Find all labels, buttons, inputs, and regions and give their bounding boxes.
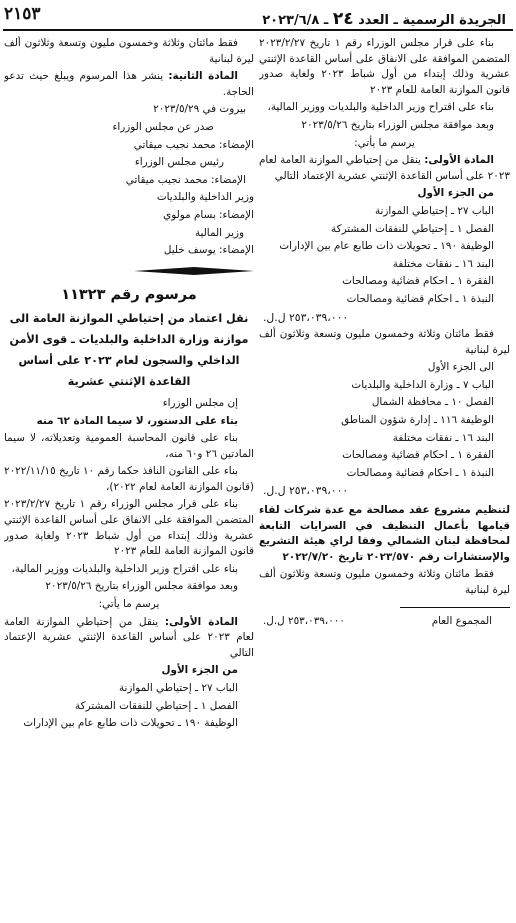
grand-total-row: [259, 614, 510, 630]
proposal-paragraph: بناء على اقتراح وزير الداخلية والبلديات ووزير المالية،: [11, 562, 238, 575]
approval-paragraph: وبعد موافقة مجلس الوزراء بتاريخ ٢٠٢٣/٥/٢٦: [45, 580, 238, 593]
budget-item: النبذة ١ ـ احكام قضائية ومصالحات: [346, 292, 494, 305]
from-part-heading: من الجزء الأول: [161, 664, 238, 677]
budget-item: الوظيفة ١٩٠ ـ تحويلات ذات طابع عام بين الإدارات: [279, 240, 494, 253]
interior-minister-title: وزير الداخلية والبلديات: [156, 191, 254, 204]
article-one: [259, 153, 510, 184]
article-two-text: ينشر هذا المرسوم ويبلغ حيث تدعو الحاجة.: [4, 70, 254, 98]
constitution-basis: بناء على الدستور، لا سيما المادة ٦٢ منه: [36, 414, 238, 427]
budget-item: البند ١٦ ـ نفقات مختلفة: [392, 431, 494, 444]
budget-item: الباب ٢٧ ـ إحتياطي الموازنة: [118, 682, 238, 694]
decree-formula: يرسم ما يأتي:: [98, 598, 160, 611]
budget-item: الوظيفة ١١٦ ـ إدارة شؤون المناطق: [341, 414, 494, 427]
right-column: [259, 36, 510, 920]
decree-number: مرسوم رقم ١١٣٢٣: [61, 287, 197, 304]
amount-in-words: فقط مائتان وثلاثة وخمسون مليون وتسعة وثلاثون ألف ليرة لبنانية: [4, 37, 254, 65]
article-two-label: المادة الثانية:: [168, 70, 238, 83]
proposal-paragraph: بناء على اقتراح وزير الداخلية والبلديات ووزير المالية،: [267, 101, 494, 114]
budget-item: النبذة ١ ـ احكام قضائية ومصالحات: [346, 466, 494, 479]
budget-item: الفصل ١٠ ـ محافظة الشمال: [371, 396, 494, 409]
section-divider-ornament: [134, 267, 254, 275]
page-header: [0, 0, 516, 30]
cabinet-decision-paragraph: بناء على قرار مجلس الوزراء رقم ١ تاريخ ٢٠٢٣/٢/٢٧ المتضمن الموافقة على الانفاق على أساس القاعدة الإثنتي عشرية وذلك إبتداء من أول شباط ٢٠٢٣ ولغاية صدور قانون الموازنة العامة للعام ٢٠٢٣: [259, 37, 510, 96]
budget-item: الباب ٧ ـ وزارة الداخلية والبلديات: [351, 378, 494, 391]
budget-item: الفقرة ١ ـ احكام قضائية ومصالحات: [342, 275, 494, 288]
budget-law-basis: بناء على القانون النافذ حكما رقم ١٠ تاريخ ٢٠٢٢/١١/١٥ (قانون الموازنة العامة لعام ٢٠٢٢)،: [4, 465, 254, 493]
amount-in-words: فقط مائتان وثلاثة وخمسون مليون وتسعة وثلاثون ألف ليرة لبنانية: [259, 568, 510, 596]
article-one-label: المادة الأولى:: [164, 615, 238, 628]
article-one-text: ينقل من إحتياطي الموازنة العامة لعام ٢٠٢٣ على أساس القاعدة الإثنتي عشرية الإعتماد التالي: [259, 154, 510, 182]
council-intro: إن مجلس الوزراء: [162, 396, 238, 409]
issued-by: صدر عن مجلس الوزراء: [112, 120, 214, 133]
signature: الإمضاء: يوسف خليل: [163, 244, 254, 257]
place-and-date: بيروت في ٢٠٢٣/٥/٢٩: [153, 103, 246, 116]
to-part-heading: الى الجزء الأول: [427, 361, 494, 374]
signature: الإمضاء: محمد نجيب ميقاتي: [133, 138, 254, 151]
amount-in-words: فقط مائتان وثلاثة وخمسون مليون وتسعة وثلاثون ألف ليرة لبنانية: [259, 328, 510, 356]
issue-date: ـ ٢٠٢٣/٦/٨: [262, 13, 329, 28]
budget-item: الباب ٢٧ ـ إحتياطي الموازنة: [374, 204, 494, 217]
issue-number: ٢٤: [332, 9, 354, 29]
cabinet-decision-paragraph: بناء على قرار مجلس الوزراء رقم ١ تاريخ ٢٠٢٣/٢/٢٧ المتضمن الموافقة على الانفاق على أساس القاعدة الإثنتي عشرية وذلك إبتداء من أول شباط ٢٠٢٣ ولغاية صدور قانون الموازنة العامة للعام ٢٠٢٣: [4, 498, 254, 558]
page-number: ٢١٥٣: [4, 4, 41, 24]
budget-item: البند ١٦ ـ نفقات مختلفة: [392, 257, 494, 270]
signature: الإمضاء: بسام مولوي: [163, 208, 254, 221]
header-rule: [3, 29, 513, 31]
article-two: [4, 69, 254, 100]
article-one-label: المادة الأولى:: [424, 154, 494, 167]
grand-total-amount: ٢٥٣،٠٣٩،٠٠٠ ل.ل.: [263, 614, 345, 627]
grand-total-label: المجموع العام: [431, 614, 492, 627]
gazette-title: [262, 9, 506, 29]
purpose-paragraph: لتنظيم مشروع عقد مصالحة مع عدة شركات لقاء قيامها بأعمال التنظيف في السرايات التابعة لمحافظة لبنان الشمالي وفقا لراي هيئة التشريع والإستشارات رقم ٢٠٢٣/٥٧٠ تاريخ ٢٠٢٢/٧/٢٠: [259, 504, 510, 563]
budget-item: الفصل ١ ـ إحتياطي للنفقات المشتركة: [331, 222, 494, 235]
left-column: [4, 36, 254, 920]
accounting-law-basis: بناء على قانون المحاسبة العمومية وتعديلاته، لا سيما المادتين ٢٦ و٦٠ منه،: [4, 432, 254, 460]
header-title-text: الجريدة الرسمية ـ العدد: [358, 13, 506, 28]
decree-formula: يرسم ما يأتي:: [354, 136, 415, 149]
approval-paragraph: وبعد موافقة مجلس الوزراء بتاريخ ٢٠٢٣/٥/٢٦: [301, 118, 494, 131]
article-one-text: ينقل من إحتياطي الموازنة العامة لعام ٢٠٢٣ على أساس القاعدة الإثنتي عشرية الإعتماد التالي: [4, 615, 254, 659]
decree-subject: نقل اعتماد من إحتياطي الموازنة العامة الى موازنة وزارة الداخلية والبلديات ـ قوى الأمن الداخلي والسجون لعام ٢٠٢٣ على أساس القاعدة الإثنتي عشرية: [9, 311, 249, 388]
amount-figure: ٢٥٣،٠٣٩،٠٠٠ ل.ل.: [263, 484, 349, 498]
budget-item: الفصل ١ ـ إحتياطي للنفقات المشتركة: [75, 699, 238, 712]
amount-figure: ٢٥٣،٠٣٩،٠٠٠ ل.ل.: [263, 310, 349, 324]
article-one: [4, 615, 254, 662]
budget-item: الوظيفة ١٩٠ ـ تحويلات ذات طابع عام بين الإدارات: [23, 717, 238, 730]
from-part-heading: من الجزء الأول: [417, 187, 494, 200]
signature: الإمضاء: محمد نجيب ميقاتي: [125, 173, 246, 186]
prime-minister-title: رئيس مجلس الوزراء: [134, 156, 224, 169]
total-separator: [400, 607, 510, 608]
budget-item: الفقرة ١ ـ احكام قضائية ومصالحات: [342, 449, 494, 462]
finance-minister-title: وزير المالية: [194, 226, 244, 239]
